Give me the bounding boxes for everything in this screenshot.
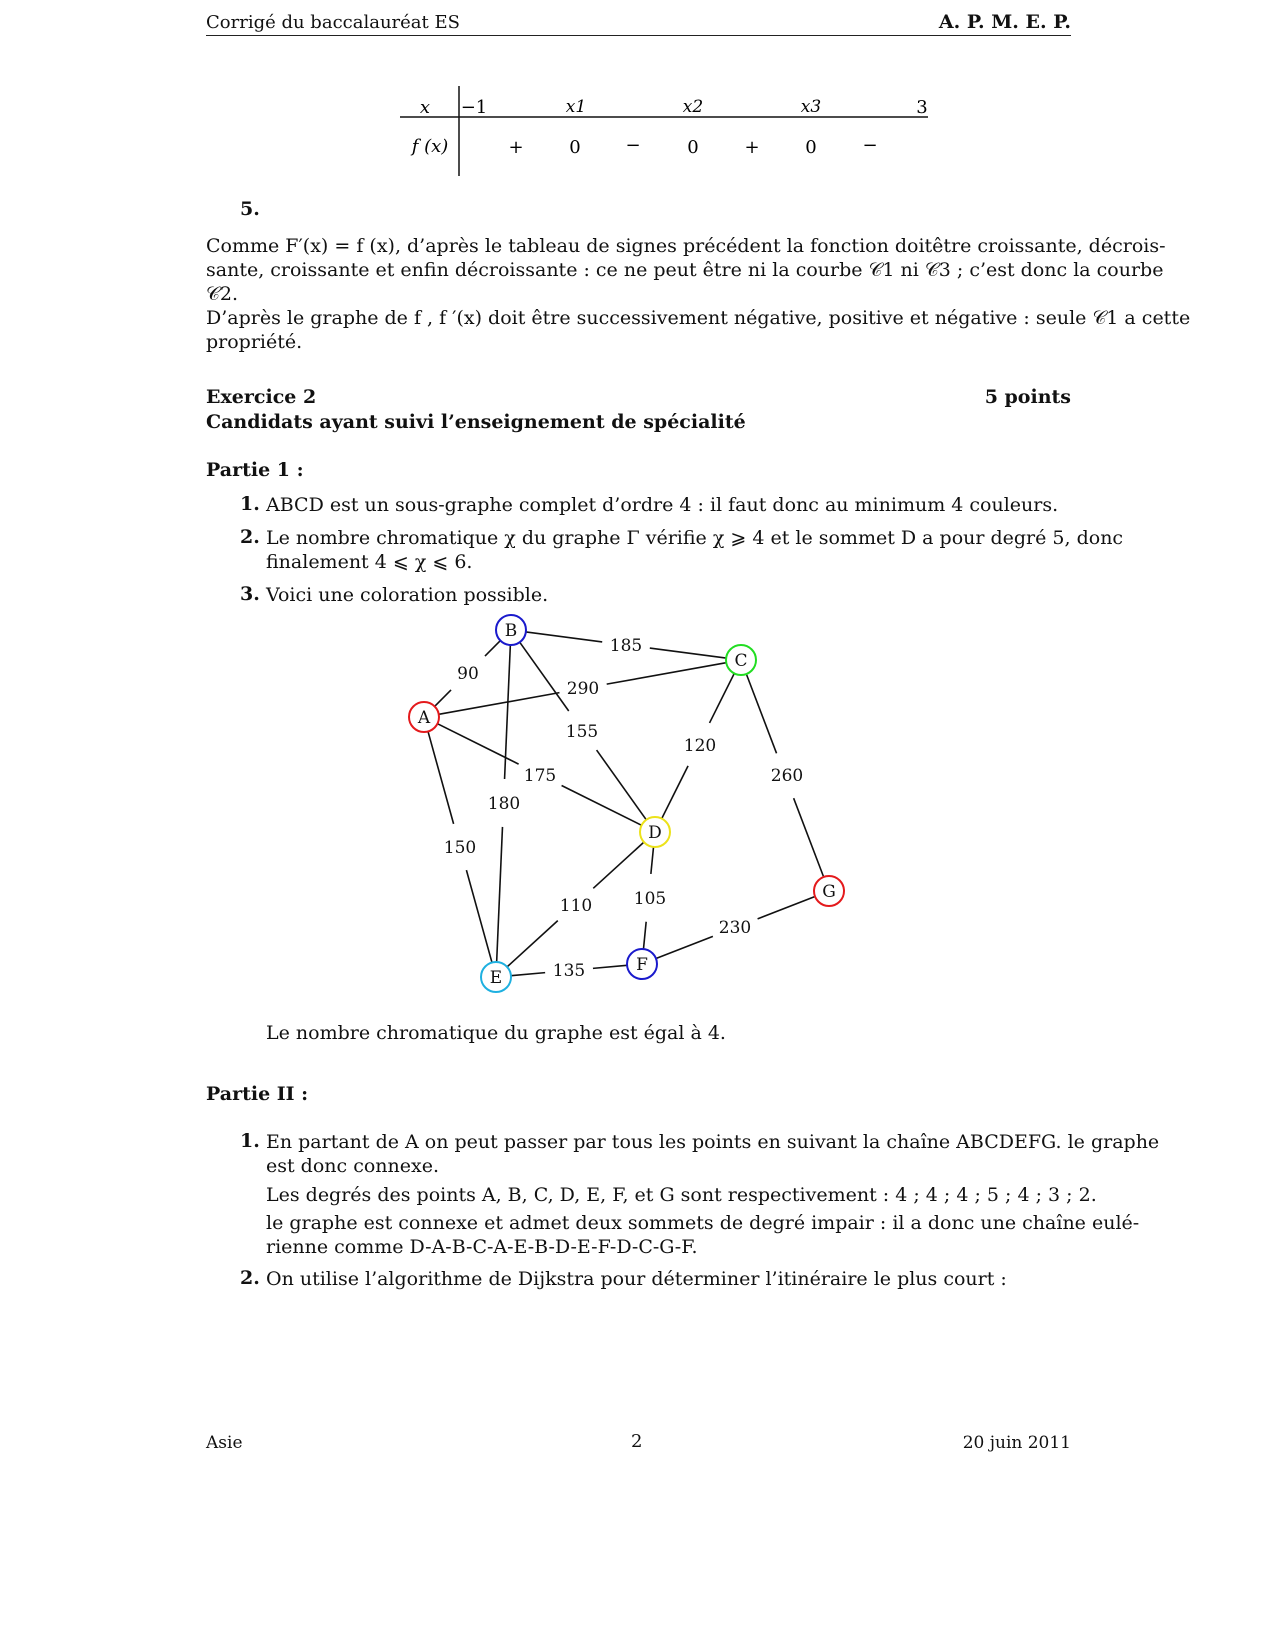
sign-6: − xyxy=(862,135,878,156)
sign-table-row1-label: x xyxy=(419,97,431,118)
partie1-item2-line-1: Le nombre chromatique χ du graphe Γ vérifie χ ⩾ 4 et le sommet D a pour degré 5, donc xyxy=(266,527,1124,549)
edge-c-g-seg1 xyxy=(746,674,776,753)
partie2-item1-line-5: rienne comme D-A-B-C-A-E-B-D-E-F-D-C-G-F. xyxy=(266,1236,698,1258)
partie2-item1-number: 1. xyxy=(240,1130,260,1152)
partie1-item3-text: Voici une coloration possible. xyxy=(266,584,549,606)
edge-e-f-seg2 xyxy=(593,965,627,968)
x-value-0: −1 xyxy=(460,97,488,118)
q5-line-4: D’après le graphe de f , f ′(x) doit être successivement négative, positive et négative : seule 𝒞1 a cette xyxy=(206,307,1191,329)
edge-e-f-seg1 xyxy=(511,973,545,976)
header-left: Corrigé du baccalauréat ES xyxy=(206,12,460,33)
partie1-item1-text: ABCD est un sous-graphe complet d’ordre 4 : il faut donc au minimum 4 couleurs. xyxy=(266,494,1059,516)
edge-b-c-seg2 xyxy=(650,648,726,658)
x-value-2: x2 xyxy=(682,97,704,117)
edge-weight-b-e: 180 xyxy=(487,794,521,814)
q5-line-1: Comme F′(x) = f (x), d’après le tableau de signes précédent la fonction doitêtre croissante, décrois- xyxy=(206,235,1166,257)
edge-weight-e-f: 135 xyxy=(552,961,586,981)
vertex-e-label: E xyxy=(489,968,503,988)
edge-f-g-seg2 xyxy=(758,896,815,918)
edge-a-b-seg2 xyxy=(485,641,500,656)
edge-d-f-seg2 xyxy=(643,922,646,949)
edge-f-g-seg1 xyxy=(656,936,713,958)
partie1-conclusion: Le nombre chromatique du graphe est égal à 4. xyxy=(266,1022,726,1044)
partie1-item2-line-2: finalement 4 ⩽ χ ⩽ 6. xyxy=(266,551,473,573)
coloring-graph xyxy=(0,600,1275,1020)
edge-weight-c-d: 120 xyxy=(683,736,717,756)
edge-weight-c-g: 260 xyxy=(770,766,804,786)
edge-weight-d-f: 105 xyxy=(633,889,667,909)
edge-a-b-seg1 xyxy=(435,690,451,706)
exercise-subtitle: Candidats ayant suivi l’enseignement de spécialité xyxy=(206,411,746,433)
edge-b-c-seg1 xyxy=(526,632,602,642)
page-number: 2 xyxy=(631,1431,643,1452)
edge-d-e-seg1 xyxy=(593,842,644,888)
edge-a-c-seg1 xyxy=(439,693,560,715)
q5-number: 5. xyxy=(240,198,260,220)
edge-b-e-seg2 xyxy=(497,827,503,962)
partie1-item3-number: 3. xyxy=(240,583,260,605)
vertex-f-label: F xyxy=(636,955,648,975)
edge-weight-f-g: 230 xyxy=(718,918,752,938)
edge-weight-d-e: 110 xyxy=(559,896,593,916)
edge-weight-a-b: 90 xyxy=(457,664,479,684)
vertex-g-label: G xyxy=(822,882,836,902)
edge-a-d-seg2 xyxy=(562,785,642,825)
q5-line-5: propriété. xyxy=(206,331,303,353)
edge-weight-b-c: 185 xyxy=(609,636,643,656)
edge-weight-a-d: 175 xyxy=(523,766,557,786)
q5-line-3: 𝒞2. xyxy=(206,283,238,305)
vertex-c-label: C xyxy=(734,651,748,671)
edge-d-e-seg2 xyxy=(507,921,558,967)
partie2-item1-line-2: est donc connexe. xyxy=(266,1155,439,1177)
partie2-item1-line-1: En partant de A on peut passer par tous les points en suivant la chaîne ABCDEFG. le graphe xyxy=(266,1131,1160,1153)
edge-b-d-seg1 xyxy=(520,642,569,711)
sign-2: − xyxy=(625,135,641,156)
edge-a-e-seg1 xyxy=(428,731,454,823)
partie2-item2-text: On utilise l’algorithme de Dijkstra pour déterminer l’itinéraire le plus court : xyxy=(266,1268,1007,1290)
sign-5: 0 xyxy=(805,137,817,158)
x-value-4: 3 xyxy=(916,97,928,118)
sign-table xyxy=(0,0,1275,190)
x-value-1: x1 xyxy=(565,97,587,117)
footer-left: Asie xyxy=(206,1433,243,1453)
sign-table-row2-label: f (x) xyxy=(411,136,449,157)
edge-weight-a-c: 290 xyxy=(566,679,600,699)
partie1-item1-number: 1. xyxy=(240,493,260,515)
partie2-item1-line-3: Les degrés des points A, B, C, D, E, F, et G sont respectivement : 4 ; 4 ; 4 ; 5 ; 4 ; 3 ; 2. xyxy=(266,1184,1097,1206)
edge-c-d-seg1 xyxy=(710,673,735,723)
partie1-heading: Partie 1 : xyxy=(206,459,304,481)
edge-a-e-seg2 xyxy=(466,870,492,962)
x-value-3: x3 xyxy=(800,97,822,117)
sign-0: + xyxy=(508,137,524,158)
exercise-points: 5 points xyxy=(984,386,1071,408)
exercise-title: Exercice 2 xyxy=(206,386,317,408)
sign-1: 0 xyxy=(569,137,581,158)
sign-4: + xyxy=(744,137,760,158)
partie1-item2-number: 2. xyxy=(240,526,260,548)
edge-weight-a-e: 150 xyxy=(443,838,477,858)
edge-weight-b-d: 155 xyxy=(565,722,599,742)
partie2-item2-number: 2. xyxy=(240,1267,260,1289)
partie2-heading: Partie II : xyxy=(206,1083,309,1105)
edge-c-g-seg2 xyxy=(794,798,824,877)
edge-c-d-seg2 xyxy=(662,766,688,819)
vertex-b-label: B xyxy=(504,621,518,641)
header-right: A. P. M. E. P. xyxy=(938,11,1071,33)
q5-line-2: sante, croissante et enfin décroissante : ce ne peut être ni la courbe 𝒞1 ni 𝒞3 ; c’est donc la courbe xyxy=(206,259,1164,281)
sign-3: 0 xyxy=(687,137,699,158)
edge-a-c-seg2 xyxy=(607,663,727,684)
vertex-d-label: D xyxy=(648,823,662,843)
edge-d-f-seg1 xyxy=(651,847,654,874)
footer-right: 20 juin 2011 xyxy=(962,1433,1071,1453)
partie2-item1-line-4: le graphe est connexe et admet deux sommets de degré impair : il a donc une chaîne eulé- xyxy=(266,1212,1140,1234)
vertex-a-label: A xyxy=(417,708,431,728)
edge-b-d-seg2 xyxy=(597,750,647,820)
